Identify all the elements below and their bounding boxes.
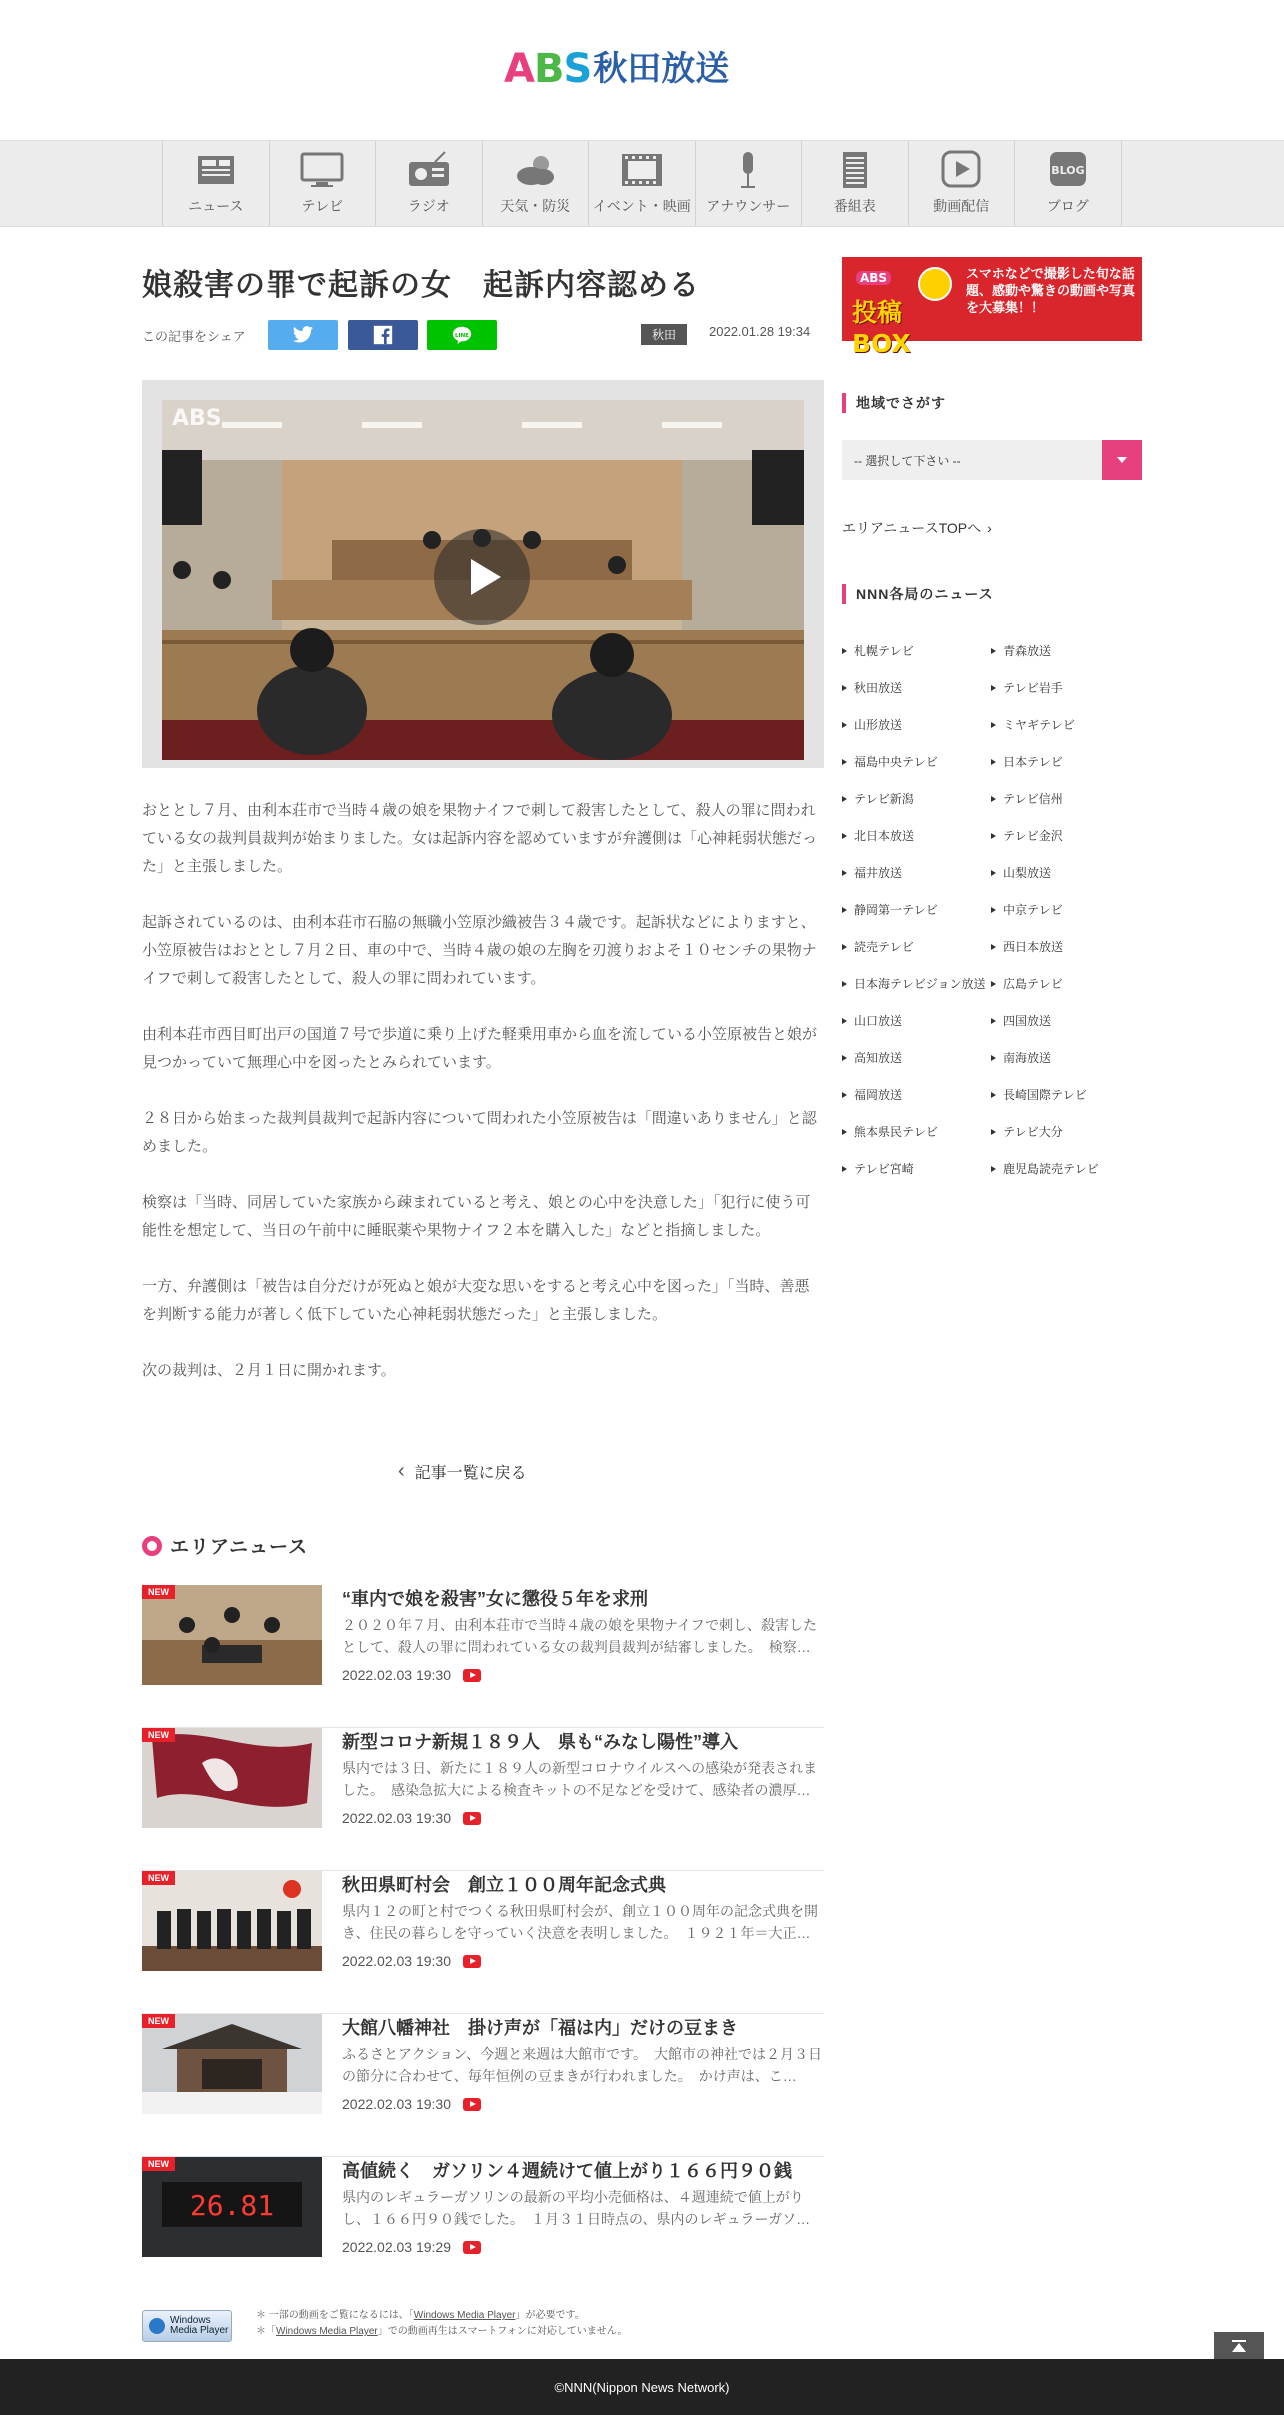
nnn-station-link[interactable]: [991, 1049, 1051, 1066]
triangle-right-icon: [842, 870, 847, 876]
new-badge: NEW: [142, 2014, 175, 2028]
area-news-heading-text: エリアニュース: [170, 1537, 309, 1558]
back-to-top-button[interactable]: [1214, 2332, 1264, 2362]
nav-item-video-streaming[interactable]: [909, 141, 1016, 226]
banner-box-word: 投稿BOX: [852, 298, 911, 358]
share-row: [142, 320, 822, 350]
share-label: この記事をシェア: [142, 329, 246, 344]
nnn-station-link[interactable]: [991, 1123, 1063, 1140]
triangle-right-icon: [842, 833, 847, 839]
nnn-station-link[interactable]: [842, 716, 902, 733]
site-logo[interactable]: [504, 48, 729, 90]
nav-item-weather[interactable]: [483, 141, 590, 226]
copyright: ©NNN(Nippon News Network): [554, 2379, 730, 2395]
logo-station-name: 秋田放送: [593, 49, 730, 89]
line-share-button[interactable]: [427, 320, 497, 350]
svg-text:LINE: LINE: [455, 332, 469, 339]
triangle-right-icon: [991, 759, 996, 765]
nav-item-event-movie[interactable]: [589, 141, 696, 226]
triangle-right-icon: [842, 685, 847, 691]
back-to-list-label: 記事一覧に戻る: [414, 1465, 527, 1482]
nnn-station-link[interactable]: [991, 1012, 1051, 1029]
news-description: ２０２０年７月、由利本荘市で当時４歳の娘を果物ナイフで刺し、殺害したとして、殺人の罪に問われている女の裁判員裁判が結審しました。 検察…: [342, 1617, 818, 1655]
nnn-news-heading: NNN各局のニュース: [842, 584, 994, 604]
news-date-row: [342, 1667, 481, 1683]
svg-text:BLOG: BLOG: [1051, 164, 1085, 177]
new-badge: NEW: [142, 2157, 175, 2171]
nnn-station-name: テレビ大分: [1003, 1125, 1063, 1139]
nnn-station-name: テレビ新潟: [854, 792, 914, 806]
nav-item-blog[interactable]: [1015, 141, 1122, 226]
nnn-station-link[interactable]: [842, 901, 938, 918]
news-date: 2022.02.03 19:30: [342, 2096, 451, 2112]
nnn-station-name: 山梨放送: [1003, 866, 1052, 880]
triangle-right-icon: [842, 796, 847, 802]
wmp-link[interactable]: Windows Media Player: [276, 2326, 378, 2337]
play-icon: [937, 150, 985, 190]
nnn-station-link[interactable]: [842, 753, 938, 770]
nav-item-news[interactable]: [163, 141, 270, 226]
news-thumbnail: [142, 2157, 322, 2257]
footer-notes: [256, 2308, 627, 2340]
new-badge: NEW: [142, 1871, 175, 1885]
triangle-right-icon: [991, 870, 996, 876]
triangle-right-icon: [991, 796, 996, 802]
note-1: ＊ 一部の動画をご覧になるには、「Windows Media Player」が必要です。: [256, 2310, 585, 2321]
microphone-icon: [724, 150, 772, 190]
news-item[interactable]: [142, 1871, 824, 2014]
nav-item-radio[interactable]: [376, 141, 483, 226]
nnn-station-name: 四国放送: [1003, 1014, 1052, 1028]
news-title[interactable]: 高値続く ガソリン４週続けて値上がり１６６円９０銭: [342, 2161, 792, 2181]
nav-label: イベント・映画: [592, 198, 691, 214]
nnn-station-link[interactable]: [842, 642, 914, 659]
video-watermark-logo: ABS: [172, 406, 222, 431]
nnn-station-name: 広島テレビ: [1003, 977, 1063, 991]
nav-label: 動画配信: [933, 198, 990, 214]
nnn-station-link[interactable]: [842, 1086, 902, 1103]
triangle-right-icon: [842, 1166, 847, 1172]
weather-icon: [511, 150, 559, 190]
triangle-right-icon: [991, 1055, 996, 1061]
triangle-right-icon: [991, 907, 996, 913]
nnn-station-name: 秋田放送: [854, 681, 903, 695]
nnn-station-name: 読売テレビ: [854, 940, 914, 954]
triangle-right-icon: [842, 944, 847, 950]
nnn-station-link[interactable]: [842, 1012, 902, 1029]
nnn-station-name: 札幌テレビ: [854, 644, 914, 658]
back-to-list-link[interactable]: [398, 1460, 527, 1483]
dropdown-arrow-icon: [1102, 440, 1142, 480]
nnn-station-name: 福井放送: [854, 866, 903, 880]
nav-label: ラジオ: [407, 198, 450, 214]
article-body: [142, 797, 824, 1413]
nnn-station-link[interactable]: [842, 938, 914, 955]
arrow-up-icon: [1230, 2340, 1248, 2354]
nnn-station-link[interactable]: [991, 975, 1063, 992]
nnn-station-name: 長崎国際テレビ: [1003, 1088, 1087, 1102]
nnn-station-name: 中京テレビ: [1003, 903, 1063, 917]
schedule-icon: [831, 150, 879, 190]
nnn-station-link[interactable]: [991, 901, 1063, 918]
nnn-station-link[interactable]: [991, 716, 1075, 733]
youtube-icon: [463, 2241, 481, 2254]
video-player[interactable]: [162, 400, 804, 760]
nnn-station-name: テレビ宮崎: [854, 1162, 914, 1176]
news-date-row: [342, 1810, 481, 1826]
nnn-station-name: テレビ岩手: [1003, 681, 1063, 695]
nnn-station-link[interactable]: [991, 642, 1051, 659]
nnn-station-link[interactable]: [991, 864, 1051, 881]
nnn-station-name: 熊本県民テレビ: [854, 1125, 938, 1139]
nnn-station-name: 静岡第一テレビ: [854, 903, 938, 917]
news-description: 県内では３日、新たに１８９人の新型コロナウイルスへの感染が発表されました。 感染急拡大による検査キットの不足などを受けて、感染者の濃厚…: [342, 1760, 818, 1798]
footer-bar: [0, 2359, 1284, 2415]
line-icon: [451, 325, 473, 345]
nnn-station-name: 山口放送: [854, 1014, 903, 1028]
news-thumbnail: [142, 1585, 322, 1685]
windows-media-player-icon: [149, 2318, 165, 2334]
wmp-link[interactable]: Windows Media Player: [413, 2310, 516, 2321]
nnn-station-link[interactable]: [842, 790, 914, 807]
nnn-station-name: ミヤギテレビ: [1003, 718, 1075, 732]
twitter-icon: [292, 325, 314, 345]
triangle-right-icon: [842, 981, 847, 987]
news-date: 2022.02.03 19:30: [342, 1667, 451, 1683]
nav-item-schedule[interactable]: [802, 141, 909, 226]
article-paragraph: ２８日から始まった裁判員裁判で起訴内容について問われた小笠原被告は「間違いありません」と認めました。: [142, 1110, 817, 1155]
tv-icon: [298, 150, 346, 190]
news-thumbnail: [142, 2014, 322, 2114]
nnn-station-name: 福岡放送: [854, 1088, 903, 1102]
newspaper-icon: [192, 150, 240, 190]
nnn-station-link[interactable]: [842, 1160, 914, 1177]
play-button[interactable]: [434, 529, 530, 625]
logo-abs: ABS: [504, 46, 592, 92]
news-date-row: [342, 2096, 481, 2112]
news-description: 県内のレギュラーガソリンの最新の平均小売価格は、４週連続で値上がりし、１６６円９０銭でした。 １月３１日時点の、県内のレギュラーガソ…: [342, 2189, 811, 2227]
nnn-station-link[interactable]: [842, 1123, 938, 1140]
nav-label: 番組表: [833, 198, 876, 214]
nnn-station-name: 山形放送: [854, 718, 903, 732]
news-description: 県内１２の町と村でつくる秋田県町村会が、創立１００周年の記念式典を開き、住民の暮らしを守っていく決意を表明しました。 １９２１年＝大正…: [342, 1903, 818, 1941]
youtube-icon: [463, 1669, 481, 1682]
wmp-badge-text: Windows Media Player: [170, 2315, 229, 2336]
new-badge: NEW: [142, 1728, 175, 1742]
article-paragraph: 一方、弁護側は「被告は自分だけが死ぬと娘が大変な思いをすると考え心中を図った」「当時、善悪を判断する能力が著しく低下していた心神耗弱状態だった」と主張しました。: [142, 1278, 810, 1323]
news-date-row: [342, 1953, 481, 1969]
nnn-station-name: テレビ信州: [1003, 792, 1063, 806]
news-date: 2022.02.03 19:30: [342, 1810, 451, 1826]
nnn-station-name: 青森放送: [1003, 644, 1052, 658]
region-tag[interactable]: 秋田: [641, 324, 687, 345]
windows-media-player-badge[interactable]: [142, 2310, 232, 2342]
banner-text: スマホなどで撮影した旬な話題、感動や驚きの動画や写真を大募集！！: [966, 266, 1136, 315]
new-badge: NEW: [142, 1585, 175, 1599]
triangle-right-icon: [842, 1018, 847, 1024]
article-paragraph: 次の裁判は、２月１日に開かれます。: [142, 1362, 396, 1379]
film-icon: [618, 150, 666, 190]
area-news-top-link[interactable]: エリアニュースTOPへ ›: [842, 520, 992, 536]
region-search-heading: 地域でさがす: [842, 393, 946, 413]
triangle-right-icon: [991, 685, 996, 691]
news-date: 2022.02.03 19:30: [342, 1953, 451, 1969]
nnn-station-link[interactable]: [991, 1086, 1087, 1103]
gas-price-display: 26.81: [189, 2189, 275, 2222]
triangle-right-icon: [991, 1018, 996, 1024]
video-frame: [142, 380, 824, 768]
triangle-right-icon: [991, 722, 996, 728]
triangle-right-icon: [842, 759, 847, 765]
chevron-left-icon: ‹: [398, 1460, 405, 1482]
youtube-icon: [463, 1955, 481, 1968]
nnn-station-link[interactable]: [991, 753, 1063, 770]
global-nav: [0, 140, 1284, 227]
news-date-row: [342, 2239, 481, 2255]
news-item[interactable]: [142, 2014, 824, 2157]
triangle-right-icon: [991, 1129, 996, 1135]
nav-item-announcer[interactable]: [696, 141, 803, 226]
news-thumbnail: [142, 1871, 322, 1971]
nnn-station-link[interactable]: [991, 827, 1063, 844]
area-news-heading: [142, 1532, 308, 1559]
nnn-station-name: テレビ金沢: [1003, 829, 1063, 843]
twitter-share-button[interactable]: [268, 320, 338, 350]
triangle-right-icon: [991, 833, 996, 839]
nav-item-tv[interactable]: [270, 141, 377, 226]
radio-icon: [405, 150, 453, 190]
nnn-station-link[interactable]: [842, 1049, 902, 1066]
news-description: ふるさとアクション、今週と来週は大館市です。 大館市の神社では２月３日の節分に合わせて、毎年恒例の豆まきが行われました。 かけ声は、こ…: [342, 2046, 823, 2084]
nnn-station-link[interactable]: [991, 1160, 1099, 1177]
blog-icon: [1044, 150, 1092, 190]
triangle-right-icon: [842, 648, 847, 654]
triangle-right-icon: [842, 1129, 847, 1135]
triangle-right-icon: [842, 722, 847, 728]
news-thumbnail: [142, 1728, 322, 1828]
triangle-right-icon: [991, 944, 996, 950]
nnn-station-name: 鹿児島読売テレビ: [1003, 1162, 1099, 1176]
article-paragraph: 起訴されているのは、由利本荘市石脇の無職小笠原沙織被告３４歳です。起訴状などによりますと、小笠原被告はおととし７月２日、車の中で、当時４歳の娘の左胸を刃渡りおよそ１０センチの果物ナイフで刺して殺害したとして、殺人の罪に問われています。: [142, 914, 817, 987]
news-item[interactable]: [142, 1585, 824, 1728]
play-triangle-icon: [465, 557, 505, 597]
nav-label: テレビ: [301, 198, 344, 214]
note-2: ＊「Windows Media Player」での動画再生はスマートフォンに対応していません。: [256, 2326, 628, 2337]
news-item[interactable]: [142, 2157, 824, 2300]
nnn-station-name: 高知放送: [854, 1051, 903, 1065]
nnn-station-name: 福島中央テレビ: [854, 755, 938, 769]
triangle-right-icon: [991, 1092, 996, 1098]
news-date: 2022.02.03 19:29: [342, 2239, 451, 2255]
nnn-station-link[interactable]: [842, 827, 914, 844]
triangle-right-icon: [842, 907, 847, 913]
nav-label: ニュース: [188, 198, 244, 214]
article-paragraph: 検察は「当時、同居していた家族から疎まれていると考え、娘との心中を決意した」「犯行に使う可能性を想定して、当日の午前中に睡眠薬や果物ナイフ２本を購入した」などと指摘しました。: [142, 1194, 811, 1239]
news-title[interactable]: 秋田県町村会 創立１００周年記念式典: [342, 1875, 666, 1895]
news-title[interactable]: 新型コロナ新規１８９人 県も“みなし陽性”導入: [342, 1732, 738, 1752]
nnn-station-name: 日本テレビ: [1003, 755, 1063, 769]
ring-icon: [142, 1536, 162, 1556]
youtube-icon: [463, 2098, 481, 2111]
article-paragraph: 由利本荘市西目町出戸の国道７号で歩道に乗り上げた軽乗用車から血を流している小笠原被告と娘が見つかっていて無理心中を図ったとみられています。: [142, 1026, 818, 1071]
article-title: 娘殺害の罪で起訴の女 起訴内容認める: [142, 269, 700, 302]
nnn-station-name: 北日本放送: [854, 829, 915, 843]
triangle-right-icon: [842, 1055, 847, 1061]
news-title[interactable]: “車内で娘を殺害”女に懲役５年を求刑: [342, 1589, 648, 1609]
nav-label: アナウンサー: [706, 198, 791, 214]
nav-label: ブログ: [1046, 198, 1089, 214]
nnn-station-link[interactable]: [991, 679, 1063, 696]
triangle-right-icon: [991, 981, 996, 987]
toukou-box-banner[interactable]: [842, 257, 1142, 358]
triangle-right-icon: [991, 648, 996, 654]
region-select-value: -- 選択して下さい --: [854, 454, 961, 468]
article-paragraph: おととし７月、由利本荘市で当時４歳の娘を果物ナイフで刺して殺害したとして、殺人の罪に問われている女の裁判員裁判が始まりました。女は起訴内容を認めていますが弁護側は「心神耗弱状態だった」と主張しました。: [142, 802, 818, 875]
nnn-station-name: 西日本放送: [1003, 940, 1064, 954]
chevron-right-icon: ›: [987, 520, 992, 536]
nnn-station-name: 南海放送: [1003, 1051, 1052, 1065]
article-date: 2022.01.28 19:34: [709, 324, 811, 339]
triangle-right-icon: [842, 1092, 847, 1098]
news-title[interactable]: 大館八幡神社 掛け声が「福は内」だけの豆まき: [342, 2018, 738, 2038]
youtube-icon: [463, 1812, 481, 1825]
banner-abs: ABS: [856, 271, 891, 285]
news-item[interactable]: [142, 1728, 824, 1871]
nnn-station-link[interactable]: [991, 790, 1063, 807]
facebook-share-button[interactable]: [348, 320, 418, 350]
nnn-station-link[interactable]: [842, 975, 986, 992]
region-select[interactable]: [842, 440, 1142, 480]
banner-logo: [848, 263, 960, 358]
nav-label: 天気・防災: [500, 198, 571, 214]
facebook-icon: [372, 325, 394, 345]
nnn-station-link[interactable]: [991, 938, 1063, 955]
nnn-station-link[interactable]: [842, 679, 902, 696]
nnn-station-name: 日本海テレビジョン放送: [854, 977, 986, 991]
nnn-station-link[interactable]: [842, 864, 902, 881]
triangle-right-icon: [991, 1166, 996, 1172]
